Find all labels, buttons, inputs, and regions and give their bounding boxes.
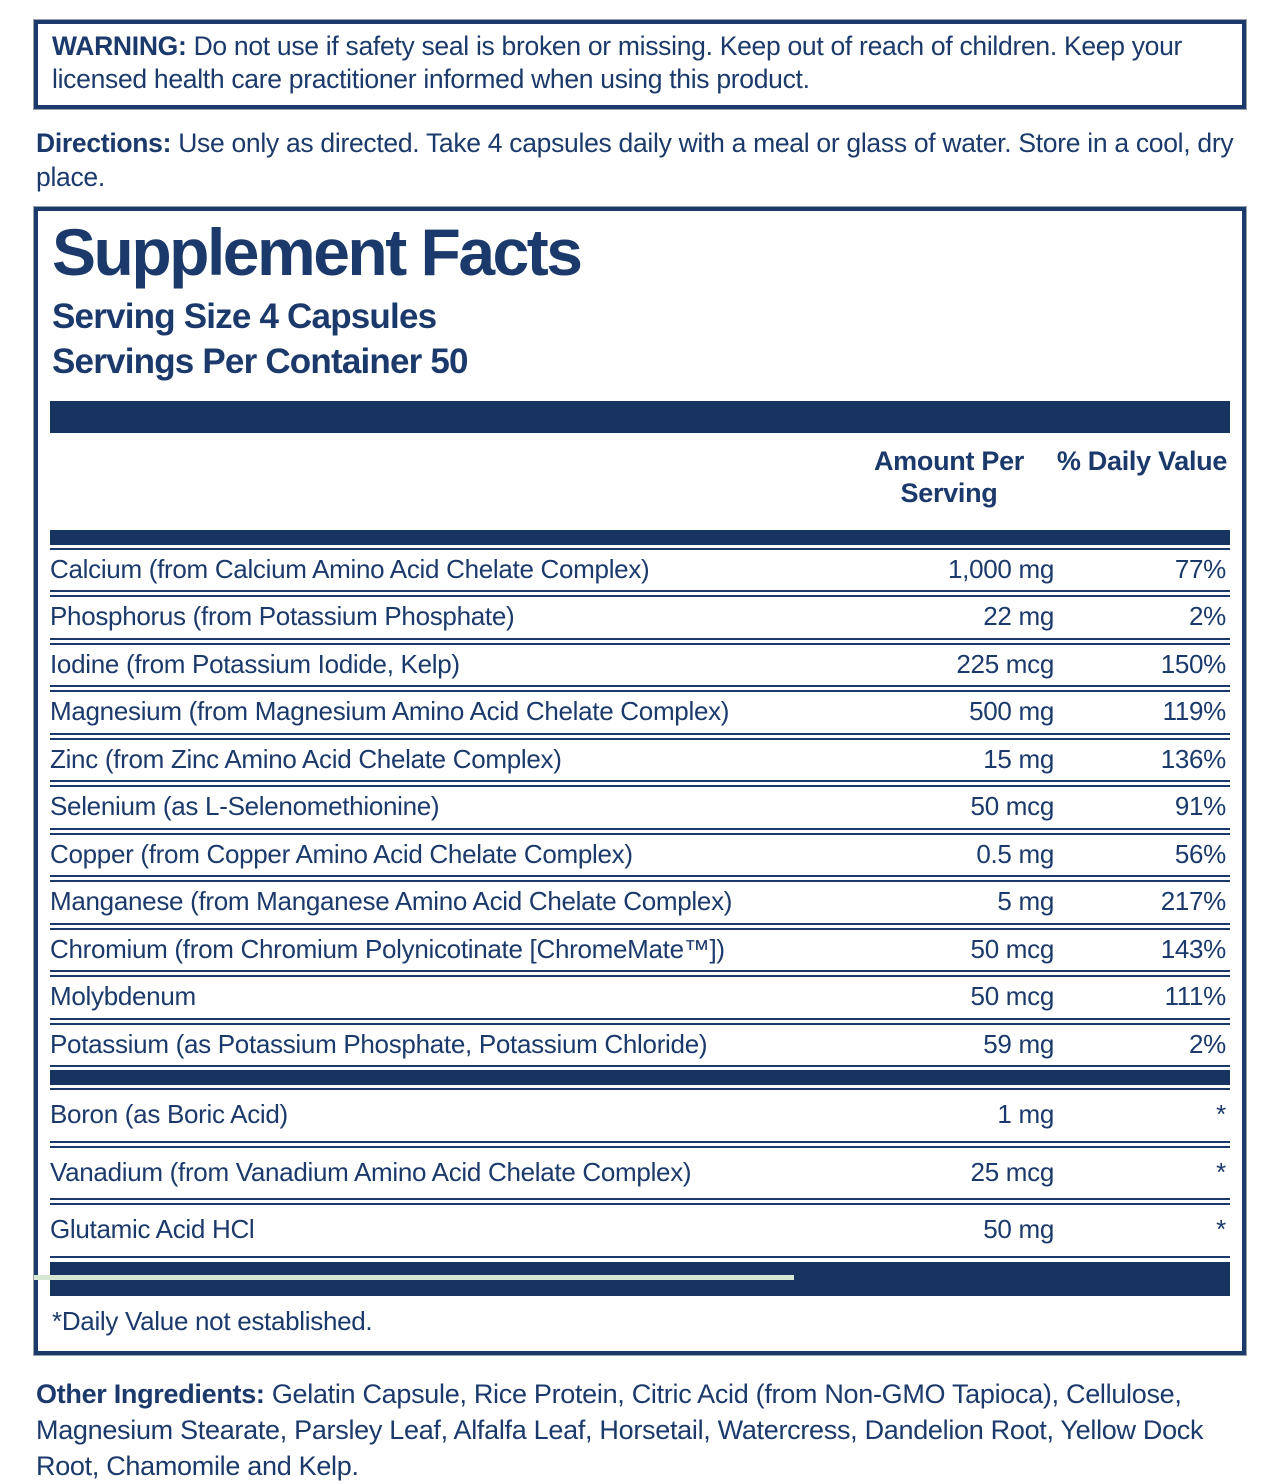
directions-text: Use only as directed. Take 4 capsules daily with a meal or glass of water. Store in a cool, dry place. <box>36 127 1234 193</box>
table-row <box>50 1146 1230 1201</box>
table-row <box>50 833 1230 878</box>
nutrient-name: Manganese (from Manganese Amino Acid Chelate Complex) <box>50 886 733 917</box>
table-row <box>50 975 1230 1020</box>
footnote-nutrient-rows <box>50 1088 1230 1258</box>
table-row <box>50 738 1230 783</box>
nutrient-dv: 119% <box>1162 696 1226 727</box>
warning-box <box>34 20 1246 109</box>
daily-value-footnote: *Daily Value not established. <box>52 1305 373 1336</box>
nutrient-dv: 143% <box>1160 933 1226 964</box>
nutrient-amount: 50 mcg <box>970 933 1054 964</box>
nutrient-name: Iodine (from Potassium Iodide, Kelp) <box>50 648 460 679</box>
table-row <box>50 548 1230 593</box>
nutrient-dv: * <box>1216 1099 1226 1130</box>
table-header-row <box>50 433 1230 520</box>
nutrient-amount: 1,000 mg <box>947 553 1054 584</box>
nutrient-amount: 1 mg <box>997 1099 1054 1130</box>
nutrient-dv: 136% <box>1160 743 1226 774</box>
nutrient-dv: 91% <box>1174 791 1226 822</box>
nutrient-amount: 5 mg <box>997 886 1054 917</box>
nutrient-dv: * <box>1216 1156 1226 1187</box>
nutrient-name: Copper (from Copper Amino Acid Chelate Complex) <box>50 838 633 869</box>
nutrient-amount: 15 mg <box>983 743 1054 774</box>
nutrient-dv: * <box>1216 1214 1226 1245</box>
servings-per-container: Servings Per Container 50 <box>52 342 468 382</box>
nutrient-name: Boron (as Boric Acid) <box>50 1099 288 1130</box>
nutrient-amount: 500 mg <box>969 696 1054 727</box>
warning-label: WARNING: <box>52 31 187 61</box>
nutrient-dv: 217% <box>1160 886 1226 917</box>
table-row <box>50 1023 1230 1068</box>
nutrient-name: Zinc (from Zinc Amino Acid Chelate Complex) <box>50 743 562 774</box>
supplement-facts-panel <box>34 207 1246 1355</box>
nutrient-name: Phosphorus (from Potassium Phosphate) <box>50 601 515 632</box>
serving-size: Serving Size 4 Capsules <box>52 296 437 336</box>
nutrient-rows <box>50 548 1230 1068</box>
other-ingredients-label: Other Ingredients: <box>36 1378 265 1409</box>
table-row <box>50 643 1230 688</box>
divider-bar-middle <box>50 1070 1230 1085</box>
nutrient-name: Molybdenum <box>50 981 196 1012</box>
nutrient-dv: 111% <box>1164 981 1226 1012</box>
divider-bar-top <box>50 401 1230 433</box>
nutrient-amount: 50 mg <box>983 1214 1054 1245</box>
table-row <box>50 690 1230 735</box>
directions-label: Directions: <box>36 127 172 158</box>
directions <box>36 126 1244 195</box>
nutrient-amount: 25 mcg <box>970 1156 1054 1187</box>
table-row <box>50 1088 1230 1143</box>
nutrient-dv: 2% <box>1189 601 1226 632</box>
nutrient-name: Glutamic Acid HCl <box>50 1214 255 1245</box>
nutrient-dv: 150% <box>1160 648 1226 679</box>
table-row <box>50 595 1230 640</box>
nutrient-amount: 50 mcg <box>970 791 1054 822</box>
nutrient-name: Magnesium (from Magnesium Amino Acid Chelate Complex) <box>50 696 730 727</box>
nutrient-amount: 225 mcg <box>956 648 1054 679</box>
nutrient-name: Calcium (from Calcium Amino Acid Chelate Complex) <box>50 553 650 584</box>
supplement-facts-title: Supplement Facts <box>52 214 581 289</box>
other-ingredients <box>36 1377 1244 1484</box>
table-row <box>50 1203 1230 1258</box>
nutrient-name: Chromium (from Chromium Polynicotinate [ChromeMate™]) <box>50 933 725 964</box>
nutrient-amount: 50 mcg <box>970 981 1054 1012</box>
divider-bar-header <box>50 530 1230 545</box>
nutrient-name: Selenium (as L-Selenomethionine) <box>50 791 440 822</box>
bottom-green-strip <box>34 1275 794 1280</box>
table-row <box>50 928 1230 973</box>
nutrient-dv: 56% <box>1174 838 1226 869</box>
column-header-daily-value: % Daily Value <box>1056 445 1228 476</box>
table-row <box>50 785 1230 830</box>
table-row <box>50 880 1230 925</box>
nutrient-name: Vanadium (from Vanadium Amino Acid Chelate Complex) <box>50 1156 692 1187</box>
warning-text: Do not use if safety seal is broken or missing. Keep out of reach of children. Keep your licensed health care practitioner informed when using this product. <box>52 31 1183 95</box>
column-header-amount: Amount Per Serving <box>873 445 1024 509</box>
nutrient-name: Potassium (as Potassium Phosphate, Potassium Chloride) <box>50 1028 708 1059</box>
nutrient-amount: 0.5 mg <box>976 838 1054 869</box>
nutrient-amount: 59 mg <box>983 1028 1054 1059</box>
nutrient-dv: 77% <box>1174 553 1226 584</box>
nutrient-amount: 22 mg <box>983 601 1054 632</box>
nutrient-dv: 2% <box>1189 1028 1226 1059</box>
other-ingredients-text: Gelatin Capsule, Rice Protein, Citric Acid (from Non-GMO Tapioca), Cellulose, Magnesium Stearate, Parsley Leaf, Alfalfa Leaf, Horsetail, Watercress, Dandelion Root, Yellow Dock Root, Chamomile and Kelp. <box>36 1378 1204 1481</box>
